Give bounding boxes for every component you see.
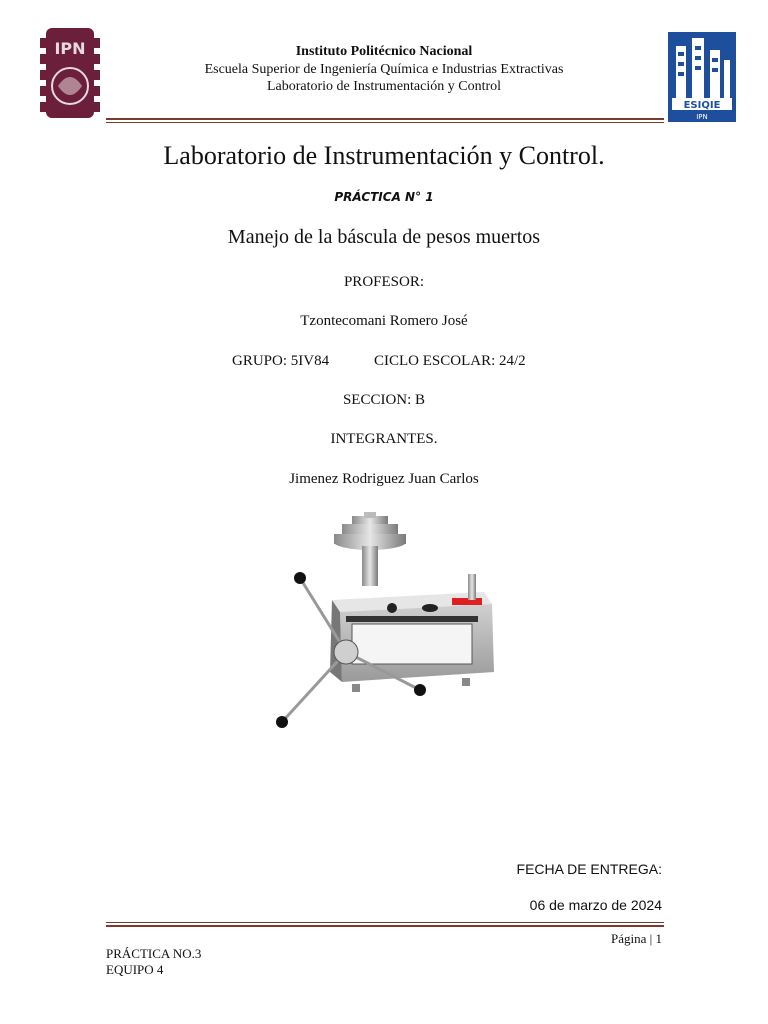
practice-subtitle: Manejo de la báscula de pesos muertos <box>227 226 541 248</box>
footer-rule-thin <box>106 922 664 923</box>
practice-number: PRÁCTICA N° 1 <box>334 190 434 204</box>
professor-label: PROFESOR: <box>343 274 425 290</box>
members-label: INTEGRANTES. <box>330 431 438 447</box>
delivery-label: FECHA DE ENTREGA: <box>516 861 662 877</box>
footer-rule <box>106 925 664 927</box>
lab-name: Laboratorio de Instrumentación y Control <box>266 79 502 94</box>
svg-text:ESIQIE: ESIQIE <box>683 100 721 111</box>
school-cycle-label: CICLO ESCOLAR: 24/2 <box>374 353 526 369</box>
institution-name: Instituto Politécnico Nacional <box>295 44 473 59</box>
member-name: Jimenez Rodriguez Juan Carlos <box>289 471 479 487</box>
group-label: GRUPO: 5IV84 <box>232 353 330 369</box>
esiqie-logo <box>668 32 736 122</box>
dead-weight-tester-image <box>272 512 496 738</box>
school-name: Escuela Superior de Ingeniería Química e Industrias Extractivas <box>204 62 564 77</box>
page-title: Laboratorio de Instrumentación y Control. <box>163 141 605 170</box>
footer-practice: PRÁCTICA NO.3 <box>106 946 202 961</box>
professor-name: Tzontecomani Romero José <box>300 313 468 329</box>
section-label: SECCION: B <box>342 392 426 408</box>
footer-team: EQUIPO 4 <box>106 962 164 977</box>
svg-text:IPN: IPN <box>696 113 708 121</box>
header-rule-thin <box>106 122 664 123</box>
ipn-logo <box>36 24 104 122</box>
svg-text:IPN: IPN <box>54 39 86 58</box>
page-number: Página | 1 <box>611 931 662 946</box>
delivery-date: 06 de marzo de 2024 <box>529 897 662 913</box>
header-rule <box>106 118 664 120</box>
